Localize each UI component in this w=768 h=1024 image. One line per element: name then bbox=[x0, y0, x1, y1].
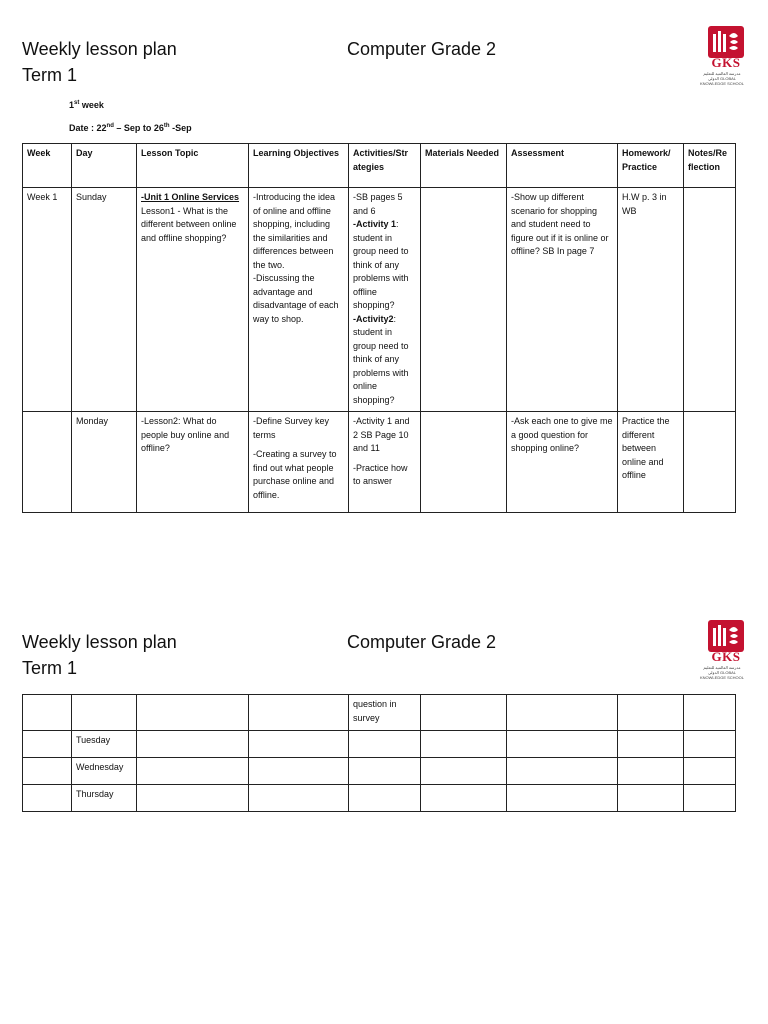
table-row-sunday bbox=[23, 188, 736, 412]
cell-homework bbox=[618, 695, 684, 731]
table-row-wednesday bbox=[23, 758, 736, 785]
school-logo bbox=[698, 26, 746, 84]
school-logo bbox=[698, 620, 746, 678]
logo-emblem-icon bbox=[708, 620, 744, 652]
activity-2: -Activity2: student in group need to think of any problems with online shopping? bbox=[353, 313, 409, 405]
grade-label: Computer Grade 2 bbox=[347, 632, 497, 652]
cell-notes bbox=[684, 695, 736, 731]
cell-day: Monday bbox=[72, 412, 137, 513]
cell-week bbox=[23, 731, 72, 758]
cell-activities bbox=[349, 758, 421, 785]
objective-2: -Discussing the advantage and disadvantage of each way to shop. bbox=[253, 273, 339, 324]
page-title: Weekly lesson plan bbox=[22, 39, 177, 59]
cell-materials bbox=[421, 412, 507, 513]
header-week: Week bbox=[23, 144, 72, 188]
cell-activities bbox=[349, 188, 421, 412]
cell-notes bbox=[684, 412, 736, 513]
cell-activities bbox=[349, 785, 421, 812]
table-row-thursday bbox=[23, 785, 736, 812]
cell-day: Tuesday bbox=[72, 731, 137, 758]
table-header-row bbox=[23, 144, 736, 188]
cell-homework bbox=[618, 731, 684, 758]
cell-activities: question in survey bbox=[349, 695, 421, 731]
cell-notes bbox=[684, 731, 736, 758]
grade-label: Computer Grade 2 bbox=[347, 39, 497, 59]
topic-title: -Unit 1 Online Services bbox=[141, 192, 240, 202]
cell-activities bbox=[349, 412, 421, 513]
cell-objectives bbox=[249, 785, 349, 812]
table-row-monday bbox=[23, 412, 736, 513]
header-activities: Activities/Str ategies bbox=[349, 144, 421, 188]
cell-assessment: -Ask each one to give me a good question for shopping online? bbox=[507, 412, 618, 513]
cell-topic bbox=[137, 695, 249, 731]
lesson-plan-table-continued bbox=[22, 694, 736, 812]
header-day: Day bbox=[72, 144, 137, 188]
logo-caption: مدرسة العالمية للتعليم الدولي GLOBAL KNOWLEDGE SCHOOL bbox=[699, 71, 744, 86]
cell-notes bbox=[684, 758, 736, 785]
cell-week: Week 1 bbox=[23, 188, 72, 412]
header-assessment: Assessment bbox=[507, 144, 618, 188]
cell-objectives bbox=[249, 412, 349, 513]
cell-objectives bbox=[249, 188, 349, 412]
cell-assessment bbox=[507, 785, 618, 812]
cell-homework: H.W p. 3 in WB bbox=[618, 188, 684, 412]
objective-2: -Creating a survey to find out what people purchase online and offline. bbox=[253, 449, 337, 500]
cell-day: Thursday bbox=[72, 785, 137, 812]
header-lesson-topic: Lesson Topic bbox=[137, 144, 249, 188]
cell-materials bbox=[421, 731, 507, 758]
header-notes: Notes/Re flection bbox=[684, 144, 736, 188]
cell-materials bbox=[421, 188, 507, 412]
week-label: 1st week bbox=[69, 100, 104, 110]
table-row-carryover bbox=[23, 695, 736, 731]
cell-homework bbox=[618, 758, 684, 785]
logo-caption: مدرسة العالمية للتعليم الدولي GLOBAL KNOWLEDGE SCHOOL bbox=[699, 665, 744, 680]
objective-1: -Introducing the idea of online and offline shopping, including the similarities and differences between the two. bbox=[253, 192, 336, 270]
page-title: Weekly lesson plan bbox=[22, 632, 177, 652]
cell-objectives bbox=[249, 731, 349, 758]
cell-day: Wednesday bbox=[72, 758, 137, 785]
header-learning-objectives: Learning Objectives bbox=[249, 144, 349, 188]
logo-letters: GKS bbox=[711, 649, 741, 664]
activity-2: -Practice how to answer bbox=[353, 462, 408, 486]
cell-notes bbox=[684, 785, 736, 812]
cell-day bbox=[72, 695, 137, 731]
cell-notes bbox=[684, 188, 736, 412]
cell-week bbox=[23, 758, 72, 785]
cell-topic bbox=[137, 785, 249, 812]
cell-topic bbox=[137, 731, 249, 758]
date-line: Date : 22nd – Sep to 26th -Sep bbox=[69, 123, 192, 133]
cell-homework: Practice the different between online and offline bbox=[618, 412, 684, 513]
cell-objectives bbox=[249, 695, 349, 731]
logo-emblem-icon bbox=[708, 26, 744, 58]
cell-materials bbox=[421, 695, 507, 731]
cell-topic bbox=[137, 758, 249, 785]
logo-letters: GKS bbox=[711, 55, 741, 70]
activity-1: -Activity 1: student in group need to think of any problems with offline shopping? bbox=[353, 219, 409, 310]
activity-pages: -SB pages 5 and 6 bbox=[353, 192, 403, 216]
cell-assessment: -Show up different scenario for shopping and student need to figure out if it is online or offline? SB In page 7 bbox=[507, 188, 618, 412]
header-materials: Materials Needed bbox=[421, 144, 507, 188]
term-label: Term 1 bbox=[22, 658, 78, 678]
cell-week bbox=[23, 695, 72, 731]
cell-assessment bbox=[507, 695, 618, 731]
cell-week bbox=[23, 412, 72, 513]
cell-topic bbox=[137, 188, 249, 412]
cell-day: Sunday bbox=[72, 188, 137, 412]
cell-assessment bbox=[507, 758, 618, 785]
cell-topic: -Lesson2: What do people buy online and offline? bbox=[137, 412, 249, 513]
cell-objectives bbox=[249, 758, 349, 785]
activity-1: -Activity 1 and 2 SB Page 10 and 11 bbox=[353, 416, 410, 453]
header-homework: Homework/ Practice bbox=[618, 144, 684, 188]
cell-homework bbox=[618, 785, 684, 812]
cell-materials bbox=[421, 785, 507, 812]
term-label: Term 1 bbox=[22, 65, 78, 85]
lesson-plan-table bbox=[22, 143, 736, 513]
cell-materials bbox=[421, 758, 507, 785]
cell-week bbox=[23, 785, 72, 812]
objective-1: -Define Survey key terms bbox=[253, 416, 330, 440]
table-row-tuesday bbox=[23, 731, 736, 758]
page-2 bbox=[0, 600, 768, 1024]
cell-activities bbox=[349, 731, 421, 758]
cell-assessment bbox=[507, 731, 618, 758]
topic-body: Lesson1 - What is the different between online and offline shopping? bbox=[141, 205, 237, 243]
